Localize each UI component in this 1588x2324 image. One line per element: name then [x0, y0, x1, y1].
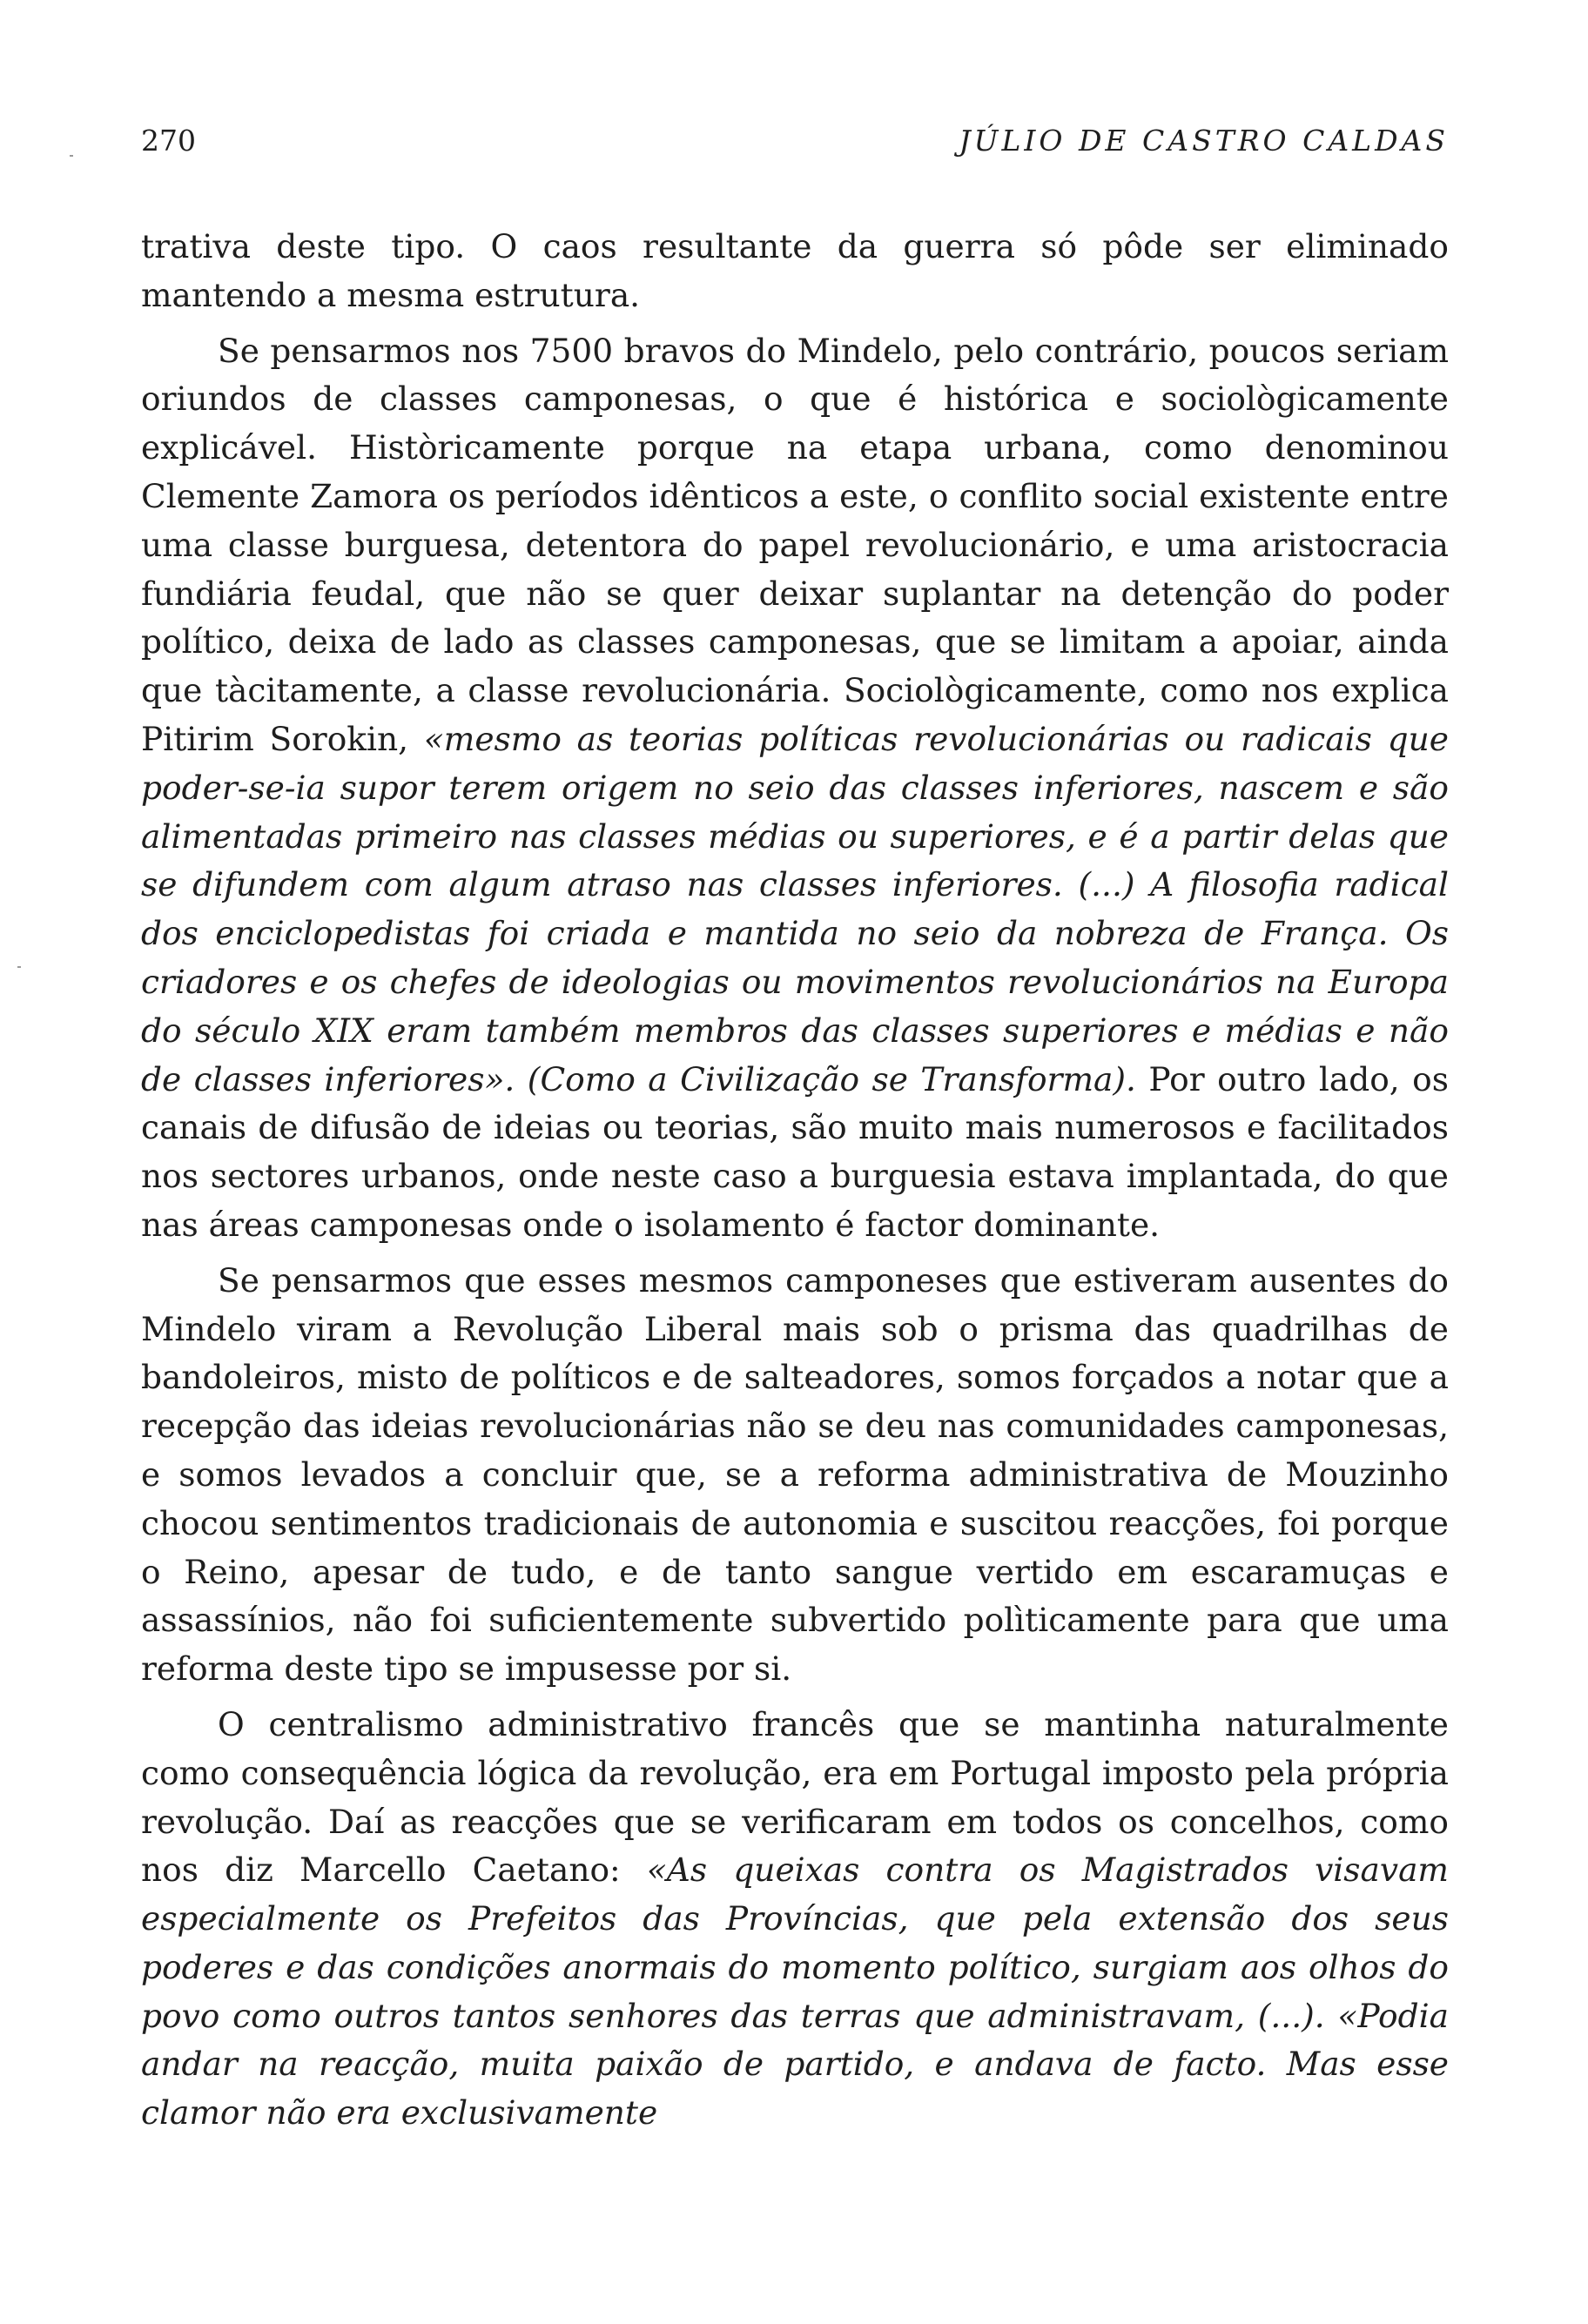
paragraph-4 [141, 1701, 1449, 2138]
text-segment: O centralismo administrativo francês que se mantinha naturalmente como consequência lógica da revolução, era em Portugal imposto pela própria revolução. Daí as reacções que se verificaram em todos os concelhos, como nos diz Marcello Caetano: [141, 1704, 1449, 1890]
paragraph-3 [141, 1257, 1449, 1694]
running-head [141, 124, 1449, 176]
paragraph-1 [141, 223, 1449, 320]
paragraph-2 [141, 327, 1449, 1250]
body-text [141, 223, 1449, 2145]
running-title: JÚLIO DE CASTRO CALDAS [959, 124, 1449, 158]
text-segment: Se pensarmos nos 7500 bravos do Mindelo, pelo contrário, poucos seriam oriundos de classes camponesas, o que é histórica e sociològicamente explicável. Històricamente porque na etapa urbana, como denominou Clemente Zamora os períodos idênticos a este, o conflito social existente entre uma classe burguesa, detentora do papel revolucionário, e uma aristocracia fundiária feudal, que não se quer deixar suplantar na detenção do poder político, deixa de lado as classes camponesas, que se limitam a apoiar, ainda que tàcitamente, a classe revolucionária. Sociològicamente, como nos explica Pitirim Sorokin, [141, 331, 1449, 758]
quotation-caetano: «As queixas contra os Magistrados visavam especialmente os Prefeitos das Províncias, que pela extensão dos seus poderes e das condições anormais do momento político, surgiam aos olhos do povo como outros tantos senhores das terras que administravam, (...). «Podia andar na reacção, muita paixão de partido, e andava de facto. Mas esse clamor não era exclusivamente [141, 1850, 1449, 2133]
page-number: 270 [141, 124, 196, 158]
text-segment: Por outro lado, os canais de difusão de ideias ou teorias, são muito mais numerosos e facilitados nos sectores urbanos, onde neste caso a burguesia estava implantada, do que nas áreas camponesas onde o isolamento é factor dominante. [141, 1059, 1449, 1244]
margin-mark [17, 966, 21, 968]
text-segment: trativa deste tipo. O caos resultante da guerra só pôde ser eliminado mantendo a mesma estrutura. [141, 227, 1449, 314]
quotation-sorokin: «mesmo as teorias políticas revolucionárias ou radicais que poder-se-ia supor terem origem no seio das classes inferiores, nascem e são alimentadas primeiro nas classes médias ou superiores, e é a partir delas que se difundem com algum atraso nas classes inferiores. (...) A filosofia radical dos enciclopedistas foi criada e mantida no seio da nobreza de França. Os criadores e os chefes de ideologias ou movimentos revolucionários na Europa do século XIX eram também membros das classes superiores e médias e não de classes inferiores». (Como a Civilização se Transforma). [141, 719, 1449, 1098]
margin-mark [70, 155, 73, 157]
text-segment: Se pensarmos que esses mesmos camponeses que estiveram ausentes do Mindelo viram a Revolução Liberal mais sob o prisma das quadrilhas de bandoleiros, misto de políticos e de salteadores, somos forçados a notar que a recepção das ideias revolucionárias não se deu nas comunidades camponesas, e somos levados a concluir que, se a reforma administrativa de Mouzinho chocou sentimentos tradicionais de autonomia e suscitou reacções, foi porque o Reino, apesar de tudo, e de tanto sangue vertido em escaramuças e assassínios, não foi suficientemente subvertido polìticamente para que uma reforma deste tipo se impusesse por si. [141, 1260, 1449, 1689]
